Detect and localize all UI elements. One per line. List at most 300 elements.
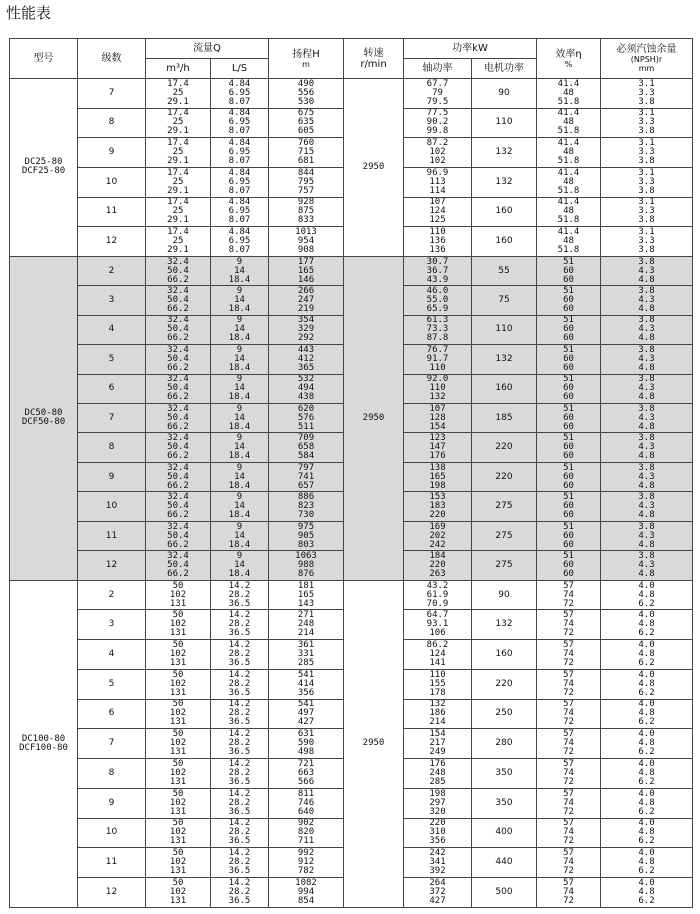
shaft-power-value: 110 — [429, 362, 446, 373]
flow-ls-value: 36.5 — [228, 896, 251, 906]
efficiency-value: 60 — [563, 324, 574, 335]
flow-m3h-value: 32.4 — [167, 521, 189, 532]
flow-m3h-value: 66.2 — [167, 274, 189, 285]
shaft-power-value: 79 — [432, 87, 443, 98]
efficiency-cell — [537, 669, 601, 699]
model-cell — [10, 79, 78, 257]
flow-m3h-cell — [146, 521, 211, 550]
shaft-power-value: 242 — [429, 539, 446, 550]
npsh-value: 3.8 — [638, 521, 655, 532]
flow-ls-value: 28.2 — [228, 589, 251, 600]
speed-cell: 2950 — [344, 580, 404, 907]
npsh-cell — [601, 433, 693, 462]
flow-m3h-cell — [146, 551, 211, 580]
shaft-power-value: 102 — [429, 147, 446, 158]
shaft-power-value: 147 — [429, 442, 446, 453]
flow-ls-value: 18.4 — [228, 274, 251, 285]
flow-ls-cell — [211, 669, 269, 699]
npsh-value: 3.8 — [638, 256, 655, 267]
flow-ls-value: 14.2 — [228, 758, 251, 769]
model-name: DCF25-80 — [21, 166, 66, 177]
flow-ls-value: 9 — [236, 403, 243, 414]
shaft-power-cell — [404, 167, 472, 197]
shaft-power-cell — [404, 878, 472, 908]
npsh-value: 4.0 — [638, 729, 655, 740]
shaft-power-cell — [404, 818, 472, 848]
shaft-power-value: 30.7 — [426, 256, 449, 267]
flow-ls-value: 18.4 — [228, 510, 251, 521]
head-value: 715 — [297, 147, 315, 158]
flow-ls-value: 6.95 — [228, 147, 251, 158]
shaft-power-value: 220 — [429, 510, 446, 521]
flow-m3h-value: 17.4 — [167, 227, 189, 238]
head-value: 584 — [297, 451, 315, 462]
head-value: 928 — [297, 197, 315, 208]
flow-m3h-cell — [146, 227, 211, 257]
npsh-value: 6.2 — [638, 628, 655, 639]
npsh-value: 4.8 — [638, 887, 655, 897]
head-value: 711 — [297, 836, 315, 847]
efficiency-value: 57 — [563, 788, 574, 799]
head-cell — [269, 227, 344, 257]
flow-m3h-value: 50.4 — [167, 383, 189, 394]
stage-cell: 12 — [78, 227, 146, 257]
flow-m3h-value: 50 — [172, 878, 184, 888]
shaft-power-cell — [404, 433, 472, 462]
npsh-value: 6.2 — [638, 657, 655, 668]
flow-m3h-value: 25 — [172, 206, 184, 217]
motor-power-cell: 90 — [472, 580, 537, 610]
efficiency-cell — [537, 286, 601, 315]
flow-ls-cell — [211, 138, 269, 168]
efficiency-value: 72 — [563, 717, 574, 728]
efficiency-cell — [537, 551, 601, 580]
efficiency-value: 51 — [563, 344, 574, 355]
stage-cell: 8 — [78, 108, 146, 138]
head-value: 902 — [297, 818, 315, 829]
efficiency-value: 72 — [563, 776, 574, 787]
head-value: 631 — [297, 729, 315, 740]
npsh-cell — [601, 699, 693, 729]
flow-m3h-value: 25 — [172, 176, 184, 187]
performance-table — [9, 38, 693, 908]
head-value: 635 — [297, 117, 315, 128]
npsh-value: 3.1 — [638, 78, 655, 89]
shaft-power-value: 124 — [429, 206, 446, 217]
motor-power-cell: 275 — [472, 521, 537, 550]
motor-power-cell: 132 — [472, 138, 537, 168]
npsh-cell — [601, 315, 693, 344]
efficiency-value: 51.8 — [557, 96, 580, 107]
flow-ls-value: 14.2 — [228, 878, 251, 888]
shaft-power-value: 249 — [429, 747, 446, 758]
flow-m3h-value: 29.1 — [167, 185, 189, 196]
npsh-value: 4.3 — [638, 412, 655, 423]
flow-m3h-value: 102 — [169, 589, 187, 600]
shaft-power-value: 90.2 — [426, 117, 449, 128]
shaft-power-value: 392 — [429, 866, 446, 877]
npsh-value: 3.1 — [638, 138, 655, 149]
efficiency-value: 74 — [563, 827, 574, 838]
header-npsh-sub: (NPSH)r — [630, 55, 663, 64]
shaft-power-value: 186 — [429, 708, 446, 719]
efficiency-cell — [537, 108, 601, 138]
efficiency-value: 41.4 — [557, 227, 580, 238]
stage-cell: 5 — [78, 669, 146, 699]
flow-m3h-value: 25 — [172, 147, 184, 158]
npsh-value: 4.3 — [638, 265, 655, 276]
shaft-power-value: 43.2 — [426, 580, 449, 591]
flow-ls-value: 18.4 — [228, 539, 251, 550]
flow-ls-value: 8.07 — [228, 156, 251, 167]
flow-m3h-value: 17.4 — [167, 197, 189, 208]
shaft-power-value: 183 — [429, 501, 446, 512]
efficiency-cell — [537, 492, 601, 521]
npsh-value: 4.8 — [638, 708, 655, 719]
shaft-power-value: 55.0 — [426, 295, 449, 305]
efficiency-value: 72 — [563, 836, 574, 847]
shaft-power-cell — [404, 640, 472, 670]
shaft-power-value: 427 — [429, 896, 446, 906]
shaft-power-cell — [404, 374, 472, 403]
npsh-cell — [601, 521, 693, 550]
header-head-unit: m — [302, 59, 310, 69]
flow-m3h-cell — [146, 878, 211, 908]
header-row-1 — [10, 39, 693, 59]
motor-power-cell: 400 — [472, 818, 537, 848]
stage-cell: 9 — [78, 462, 146, 491]
flow-ls-value: 18.4 — [228, 362, 251, 373]
npsh-value: 3.8 — [638, 492, 655, 503]
efficiency-value: 74 — [563, 619, 574, 630]
efficiency-value: 60 — [563, 295, 574, 305]
motor-power-cell: 440 — [472, 848, 537, 878]
npsh-value: 3.8 — [638, 433, 655, 444]
efficiency-value: 51 — [563, 433, 574, 444]
npsh-value: 3.1 — [638, 108, 655, 119]
motor-power-cell: 55 — [472, 256, 537, 285]
stage-cell: 12 — [78, 878, 146, 908]
efficiency-value: 60 — [563, 559, 574, 570]
npsh-value: 4.0 — [638, 639, 655, 650]
npsh-value: 6.2 — [638, 776, 655, 787]
flow-ls-value: 14 — [234, 295, 245, 305]
npsh-cell — [601, 79, 693, 109]
efficiency-value: 57 — [563, 729, 574, 740]
npsh-value: 3.8 — [638, 403, 655, 414]
efficiency-cell — [537, 610, 601, 640]
flow-ls-value: 4.84 — [228, 138, 251, 149]
flow-m3h-value: 32.4 — [167, 433, 189, 444]
flow-ls-value: 4.84 — [228, 108, 251, 119]
speed-cell: 2950 — [344, 256, 404, 580]
flow-ls-cell — [211, 433, 269, 462]
head-cell — [269, 404, 344, 433]
npsh-value: 4.8 — [638, 797, 655, 808]
flow-ls-cell — [211, 759, 269, 789]
efficiency-value: 48 — [563, 147, 574, 158]
head-cell — [269, 640, 344, 670]
flow-ls-cell — [211, 640, 269, 670]
model-name: DCF100-80 — [19, 742, 68, 753]
stage-cell: 9 — [78, 788, 146, 818]
efficiency-value: 51 — [563, 521, 574, 532]
npsh-cell — [601, 818, 693, 848]
flow-m3h-value: 131 — [169, 598, 187, 609]
head-value: 675 — [297, 108, 315, 119]
flow-m3h-value: 32.4 — [167, 403, 189, 414]
head-value: 975 — [297, 521, 315, 532]
flow-ls-value: 9 — [236, 286, 243, 296]
flow-m3h-value: 29.1 — [167, 126, 189, 137]
efficiency-value: 60 — [563, 480, 574, 491]
efficiency-value: 48 — [563, 206, 574, 217]
npsh-value: 3.3 — [638, 117, 655, 128]
shaft-power-value: 64.7 — [426, 610, 449, 621]
motor-power-cell: 220 — [472, 433, 537, 462]
head-value: 760 — [297, 138, 315, 149]
shaft-power-value: 141 — [429, 657, 446, 668]
flow-m3h-value: 66.2 — [167, 480, 189, 491]
flow-m3h-value: 50.4 — [167, 412, 189, 423]
header-head-label: 扬程H — [292, 48, 320, 60]
header-model: 型号 — [10, 39, 78, 79]
shaft-power-value: 136 — [429, 245, 446, 256]
header-shaft-power: 轴功率 — [404, 59, 472, 79]
shaft-power-value: 169 — [429, 521, 446, 532]
npsh-value: 4.0 — [638, 580, 655, 591]
shaft-power-value: 61.9 — [426, 589, 449, 600]
npsh-value: 4.8 — [638, 738, 655, 749]
head-value: 285 — [297, 657, 315, 668]
flow-m3h-value: 17.4 — [167, 78, 189, 89]
head-value: 532 — [297, 374, 315, 385]
flow-ls-value: 36.5 — [228, 747, 251, 758]
motor-power-cell: 185 — [472, 404, 537, 433]
flow-m3h-value: 50 — [172, 639, 184, 650]
flow-m3h-value: 131 — [169, 687, 187, 698]
shaft-power-value: 220 — [429, 818, 446, 829]
shaft-power-value: 107 — [429, 197, 446, 208]
head-value: 657 — [297, 480, 315, 491]
flow-m3h-cell — [146, 788, 211, 818]
flow-m3h-value: 66.2 — [167, 362, 189, 373]
head-value: 640 — [297, 806, 315, 817]
flow-ls-cell — [211, 404, 269, 433]
flow-m3h-value: 131 — [169, 657, 187, 668]
head-value: 988 — [297, 559, 315, 570]
flow-ls-cell — [211, 345, 269, 374]
efficiency-value: 74 — [563, 678, 574, 689]
shaft-power-value: 79.5 — [426, 96, 449, 107]
head-value: 994 — [297, 887, 315, 897]
flow-m3h-value: 102 — [169, 857, 187, 868]
shaft-power-cell — [404, 79, 472, 109]
flow-m3h-value: 102 — [169, 827, 187, 838]
flow-m3h-cell — [146, 404, 211, 433]
head-value: 271 — [297, 610, 315, 621]
flow-m3h-value: 32.4 — [167, 315, 189, 326]
header-efficiency-label: 效率η — [555, 48, 582, 60]
flow-ls-value: 28.2 — [228, 767, 251, 778]
efficiency-cell — [537, 521, 601, 550]
flow-m3h-cell — [146, 345, 211, 374]
npsh-value: 4.0 — [638, 818, 655, 829]
efficiency-value: 60 — [563, 442, 574, 453]
efficiency-value: 72 — [563, 896, 574, 906]
flow-m3h-value: 131 — [169, 628, 187, 639]
efficiency-value: 60 — [563, 362, 574, 373]
flow-m3h-value: 25 — [172, 87, 184, 98]
flow-m3h-value: 50 — [172, 729, 184, 740]
shaft-power-value: 176 — [429, 451, 446, 462]
npsh-value: 3.8 — [638, 286, 655, 296]
npsh-value: 4.3 — [638, 559, 655, 570]
shaft-power-value: 154 — [429, 421, 446, 432]
flow-m3h-value: 50 — [172, 669, 184, 680]
flow-ls-value: 28.2 — [228, 797, 251, 808]
flow-ls-cell — [211, 610, 269, 640]
shaft-power-cell — [404, 286, 472, 315]
efficiency-cell — [537, 729, 601, 759]
shaft-power-value: 76.7 — [426, 344, 449, 355]
head-value: 730 — [297, 510, 315, 521]
npsh-value: 3.3 — [638, 236, 655, 247]
npsh-value: 4.8 — [638, 857, 655, 868]
flow-m3h-cell — [146, 669, 211, 699]
flow-m3h-value: 66.2 — [167, 451, 189, 462]
header-npsh-label: 必须汽蚀余量 — [616, 44, 677, 55]
flow-ls-cell — [211, 580, 269, 610]
efficiency-value: 51.8 — [557, 215, 580, 226]
flow-m3h-value: 29.1 — [167, 156, 189, 167]
head-cell — [269, 286, 344, 315]
flow-m3h-value: 66.2 — [167, 421, 189, 432]
flow-ls-value: 9 — [236, 433, 243, 444]
table-body — [10, 79, 693, 908]
shaft-power-value: 106 — [429, 628, 446, 639]
stage-cell: 11 — [78, 197, 146, 227]
flow-ls-value: 18.4 — [228, 304, 251, 314]
shaft-power-value: 198 — [429, 480, 446, 491]
efficiency-cell — [537, 345, 601, 374]
stage-cell: 10 — [78, 492, 146, 521]
shaft-power-value: 96.9 — [426, 167, 449, 178]
npsh-value: 4.3 — [638, 353, 655, 364]
flow-m3h-value: 50.4 — [167, 265, 189, 276]
header-efficiency-unit: % — [564, 59, 573, 69]
head-value: 214 — [297, 628, 315, 639]
npsh-value: 3.8 — [638, 344, 655, 355]
header-speed-label: 转速 — [363, 47, 384, 59]
flow-ls-value: 14.2 — [228, 610, 251, 621]
shaft-power-value: 114 — [429, 185, 446, 196]
head-value: 876 — [297, 568, 315, 579]
head-value: 721 — [297, 758, 315, 769]
npsh-value: 3.8 — [638, 215, 655, 226]
stage-cell: 2 — [78, 256, 146, 285]
npsh-value: 3.3 — [638, 206, 655, 217]
stage-cell: 5 — [78, 345, 146, 374]
flow-ls-value: 6.95 — [228, 176, 251, 187]
flow-m3h-value: 102 — [169, 767, 187, 778]
head-value: 177 — [297, 256, 315, 267]
head-value: 165 — [297, 589, 315, 600]
efficiency-value: 60 — [563, 265, 574, 276]
flow-m3h-value: 29.1 — [167, 96, 189, 107]
flow-m3h-value: 131 — [169, 806, 187, 817]
flow-ls-value: 36.5 — [228, 806, 251, 817]
npsh-cell — [601, 759, 693, 789]
flow-m3h-value: 17.4 — [167, 167, 189, 178]
head-value: 165 — [297, 265, 315, 276]
head-cell — [269, 521, 344, 550]
npsh-value: 4.8 — [638, 480, 655, 491]
efficiency-cell — [537, 462, 601, 491]
efficiency-cell — [537, 433, 601, 462]
flow-ls-cell — [211, 699, 269, 729]
shaft-power-value: 202 — [429, 530, 446, 541]
flow-ls-value: 36.5 — [228, 628, 251, 639]
flow-m3h-value: 66.2 — [167, 304, 189, 314]
flow-m3h-value: 50 — [172, 758, 184, 769]
npsh-value: 4.8 — [638, 568, 655, 579]
efficiency-cell — [537, 404, 601, 433]
flow-m3h-value: 32.4 — [167, 550, 189, 561]
shaft-power-value: 107 — [429, 403, 446, 414]
shaft-power-cell — [404, 699, 472, 729]
motor-power-cell: 160 — [472, 640, 537, 670]
efficiency-value: 60 — [563, 451, 574, 462]
flow-m3h-cell — [146, 79, 211, 109]
shaft-power-value: 217 — [429, 738, 446, 749]
flow-m3h-value: 50 — [172, 699, 184, 710]
flow-ls-value: 18.4 — [228, 568, 251, 579]
npsh-value: 4.8 — [638, 619, 655, 630]
npsh-cell — [601, 669, 693, 699]
flow-ls-cell — [211, 521, 269, 550]
efficiency-value: 57 — [563, 580, 574, 591]
npsh-value: 4.3 — [638, 324, 655, 335]
model-name: DC50-80 — [24, 408, 63, 419]
efficiency-value: 57 — [563, 878, 574, 888]
efficiency-value: 51 — [563, 256, 574, 267]
flow-ls-value: 36.5 — [228, 776, 251, 787]
shaft-power-value: 46.0 — [426, 286, 449, 296]
flow-ls-cell — [211, 256, 269, 285]
flow-ls-value: 36.5 — [228, 687, 251, 698]
flow-m3h-value: 17.4 — [167, 108, 189, 119]
npsh-cell — [601, 345, 693, 374]
npsh-value: 4.8 — [638, 362, 655, 373]
efficiency-value: 48 — [563, 87, 574, 98]
flow-ls-cell — [211, 167, 269, 197]
flow-m3h-cell — [146, 315, 211, 344]
flow-ls-cell — [211, 374, 269, 403]
head-value: 356 — [297, 687, 315, 698]
npsh-value: 4.0 — [638, 610, 655, 621]
flow-m3h-value: 102 — [169, 738, 187, 749]
stage-cell: 10 — [78, 167, 146, 197]
npsh-value: 6.2 — [638, 836, 655, 847]
head-value: 541 — [297, 699, 315, 710]
efficiency-value: 72 — [563, 687, 574, 698]
npsh-value: 3.8 — [638, 96, 655, 107]
header-flow: 流量Q — [146, 39, 269, 59]
npsh-cell — [601, 462, 693, 491]
flow-m3h-value: 50 — [172, 788, 184, 799]
motor-power-cell: 90 — [472, 79, 537, 109]
